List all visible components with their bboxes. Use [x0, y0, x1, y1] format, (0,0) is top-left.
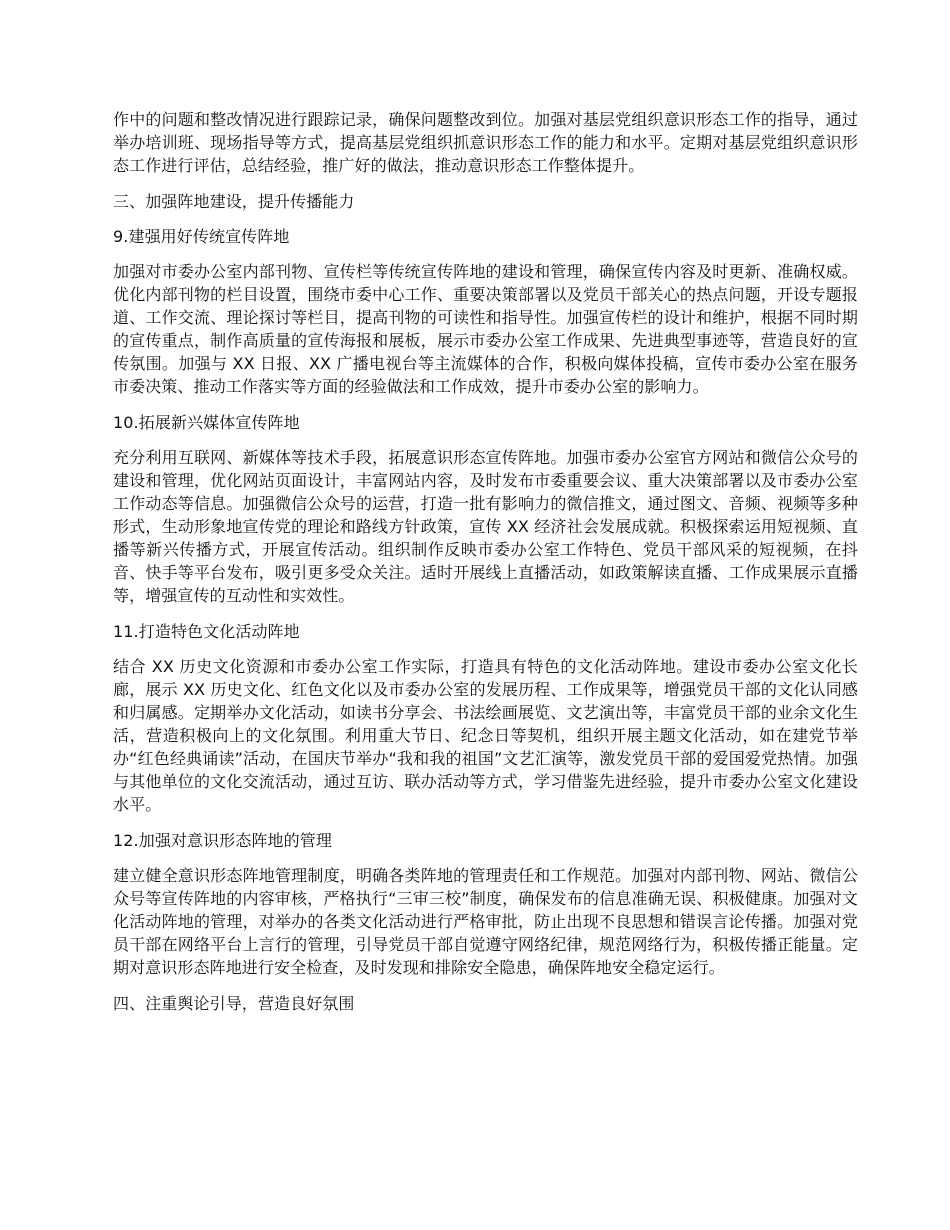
paragraph-traditional-media: 加强对市委办公室内部刊物、宣传栏等传统宣传阵地的建设和管理，确保宣传内容及时更新、准确权威。优化内部刊物的栏目设置，围绕市委中心工作、重要决策部署以及党员干部关心的热点问题，开设专题报道、工作交流、理论探讨等栏目，提高刊物的可读性和指导性。加强宣传栏的设计和维护，根据不同时期的宣传重点，制作高质量的宣传海报和展板，展示市委办公室工作成果、先进典型事迹等，营造良好的宣传氛围。加强与 XX 日报、XX 广播电视台等主流媒体的合作，积极向媒体投稿，宣传市委办公室在服务市委决策、推动工作落实等方面的经验做法和工作成效，提升市委办公室的影响力。: [113, 262, 858, 396]
paragraph-ideology-followup: 作中的问题和整改情况进行跟踪记录，确保问题整改到位。加强对基层党组织意识形态工作的指导，通过举办培训班、现场指导等方式，提高基层党组织抓意识形态工作的能力和水平。定期对基层党组织意识形态工作进行评估，总结经验，推广好的做法，推动意识形态工作整体提升。: [113, 110, 858, 175]
subheading-12: 12.加强对意识形态阵地的管理: [113, 831, 332, 850]
subheading-10: 10.拓展新兴媒体宣传阵地: [113, 413, 300, 432]
subheading-11: 11.打造特色文化活动阵地: [113, 622, 300, 641]
section-heading-3: 三、加强阵地建设，提升传播能力: [113, 192, 355, 211]
paragraph-culture-activities: 结合 XX 历史文化资源和市委办公室工作实际，打造具有特色的文化活动阵地。建设市委办公室文化长廊，展示 XX 历史文化、红色文化以及市委办公室的发展历程、工作成果等，增强党员干部的文化认同感和归属感。定期举办文化活动，如读书分享会、书法绘画展览、文艺演出等，丰富党员干部的业余文化生活，营造积极向上的文化氛围。利用重大节日、纪念日等契机，组织开展主题文化活动，如在建党节举办“红色经典诵读”活动，在国庆节举办“我和我的祖国”文艺汇演等，激发党员干部的爱国爱党热情。加强与其他单位的文化交流活动，通过互访、联办活动等方式，学习借鉴先进经验，提升市委办公室文化建设水平。: [113, 657, 858, 814]
paragraph-new-media: 充分利用互联网、新媒体等技术手段，拓展意识形态宣传阵地。加强市委办公室官方网站和微信公众号的建设和管理，优化网站页面设计，丰富网站内容，及时发布市委重要会议、重大决策部署以及市委办公室工作动态等信息。加强微信公众号的运营，打造一批有影响力的微信推文，通过图文、音频、视频等多种形式，生动形象地宣传党的理论和路线方针政策，宣传 XX 经济社会发展成就。积极探索运用短视频、直播等新兴传播方式，开展宣传活动。组织制作反映市委办公室工作特色、党员干部风采的短视频，在抖音、快手等平台发布，吸引更多受众关注。适时开展线上直播活动，如政策解读直播、工作成果展示直播等，增强宣传的互动性和实效性。: [113, 448, 858, 605]
paragraph-position-management: 建立健全意识形态阵地管理制度，明确各类阵地的管理责任和工作规范。加强对内部刊物、网站、微信公众号等宣传阵地的内容审核，严格执行“三审三校”制度，确保发布的信息准确无误、积极健康。加强对文化活动阵地的管理，对举办的各类文化活动进行严格审批，防止出现不良思想和错误言论传播。加强对党员干部在网络平台上言行的管理，引导党员干部自觉遵守网络纪律，规范网络行为，积极传播正能量。定期对意识形态阵地进行安全检查，及时发现和排除安全隐患，确保阵地安全稳定运行。: [113, 866, 858, 977]
subheading-9: 9.建强用好传统宣传阵地: [113, 227, 290, 246]
section-heading-4: 四、注重舆论引导，营造良好氛围: [113, 994, 355, 1013]
document-page: [113, 108, 858, 1027]
